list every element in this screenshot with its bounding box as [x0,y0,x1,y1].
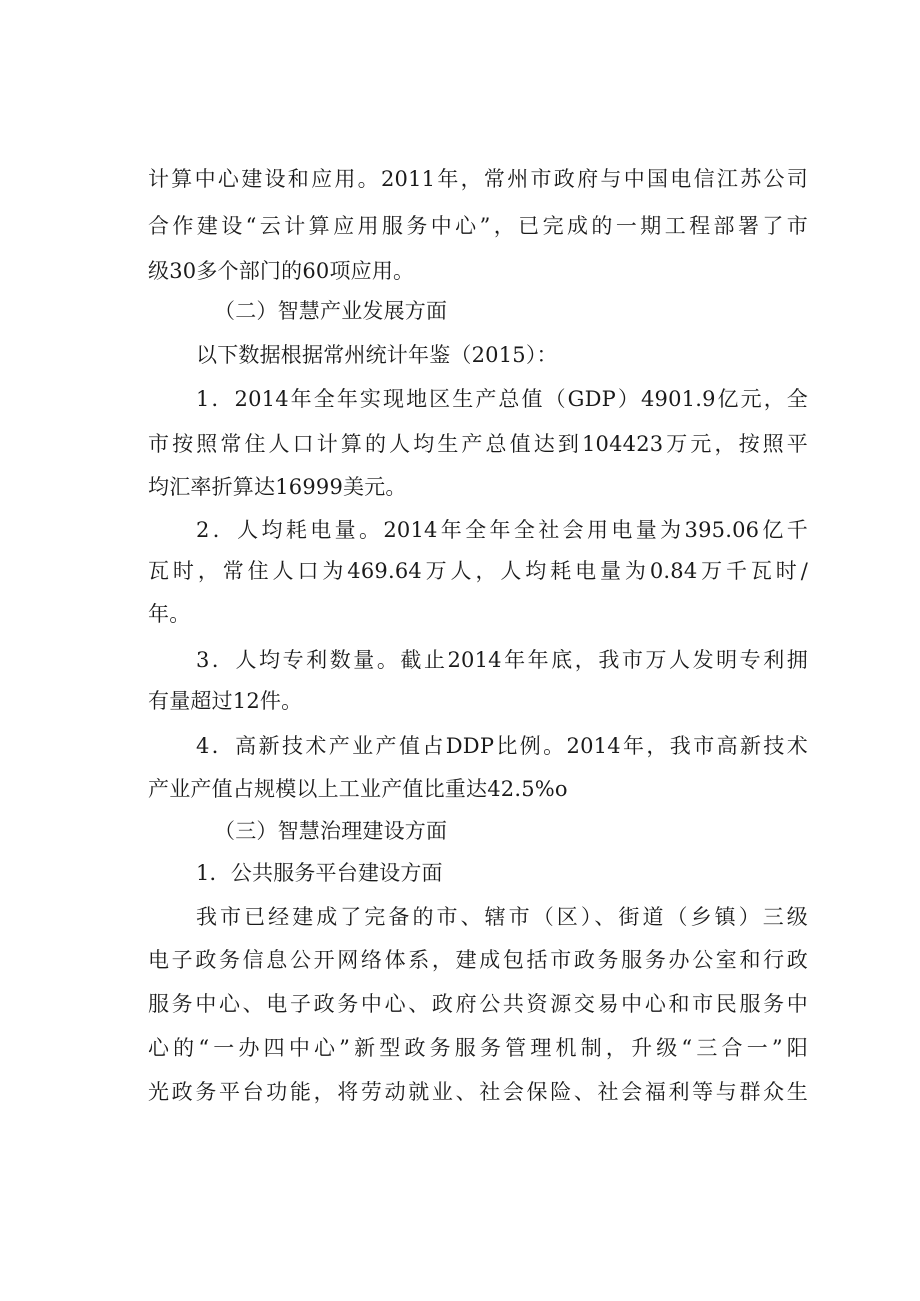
text-line: 电子政务信息公开网络体系，建成包括市政务服务办公室和行政 [148,948,808,972]
text-line: 年。 [148,602,191,626]
subsection-heading: 1．公共服务平台建设方面 [196,861,443,885]
text-line: 以下数据根据常州统计年鉴（2015）： [196,343,558,367]
text-line: 服务中心、电子政务中心、政府公共资源交易中心和市民服务中 [148,992,808,1016]
list-item-2: 2．人均耗电量。2014年全年全社会用电量为395.06亿千 [196,518,808,542]
text-line: 均汇率折算达16999美元。 [148,475,407,499]
text-line: 有量超过12件。 [148,689,303,713]
section-heading: （三）智慧治理建设方面 [214,819,448,843]
list-item-3: 3．人均专利数量。截止2014年年底，我市万人发明专利拥 [196,648,808,672]
text-line: 合作建设“云计算应用服务中心”，已完成的一期工程部署了市 [148,214,808,238]
text-line: 瓦时，常住人口为469.64万人，人均耗电量为0.84万千瓦时/ [148,559,808,583]
section-heading: （二）智慧产业发展方面 [214,299,448,323]
text-line: 我市已经建成了完备的市、辖市（区）、街道（乡镇）三级 [196,905,808,929]
list-item-4: 4．高新技术产业产值占DDP比例。2014年，我市高新技术 [196,734,808,758]
list-item-1: 1．2014年全年实现地区生产总值（GDP）4901.9亿元，全 [196,387,808,411]
text-line: 级30多个部门的60项应用。 [148,259,415,283]
text-line: 产业产值占规模以上工业产值比重达42.5%o [148,777,568,801]
text-line: 市按照常住人口计算的人均生产总值达到104423万元，按照平 [148,432,808,456]
text-line: 计算中心建设和应用。2011年，常州市政府与中国电信江苏公司 [148,167,808,191]
text-line: 光政务平台功能，将劳动就业、社会保险、社会福利等与群众生 [148,1080,808,1104]
text-line: 心的“一办四中心”新型政务服务管理机制，升级“三合一”阳 [148,1036,808,1060]
